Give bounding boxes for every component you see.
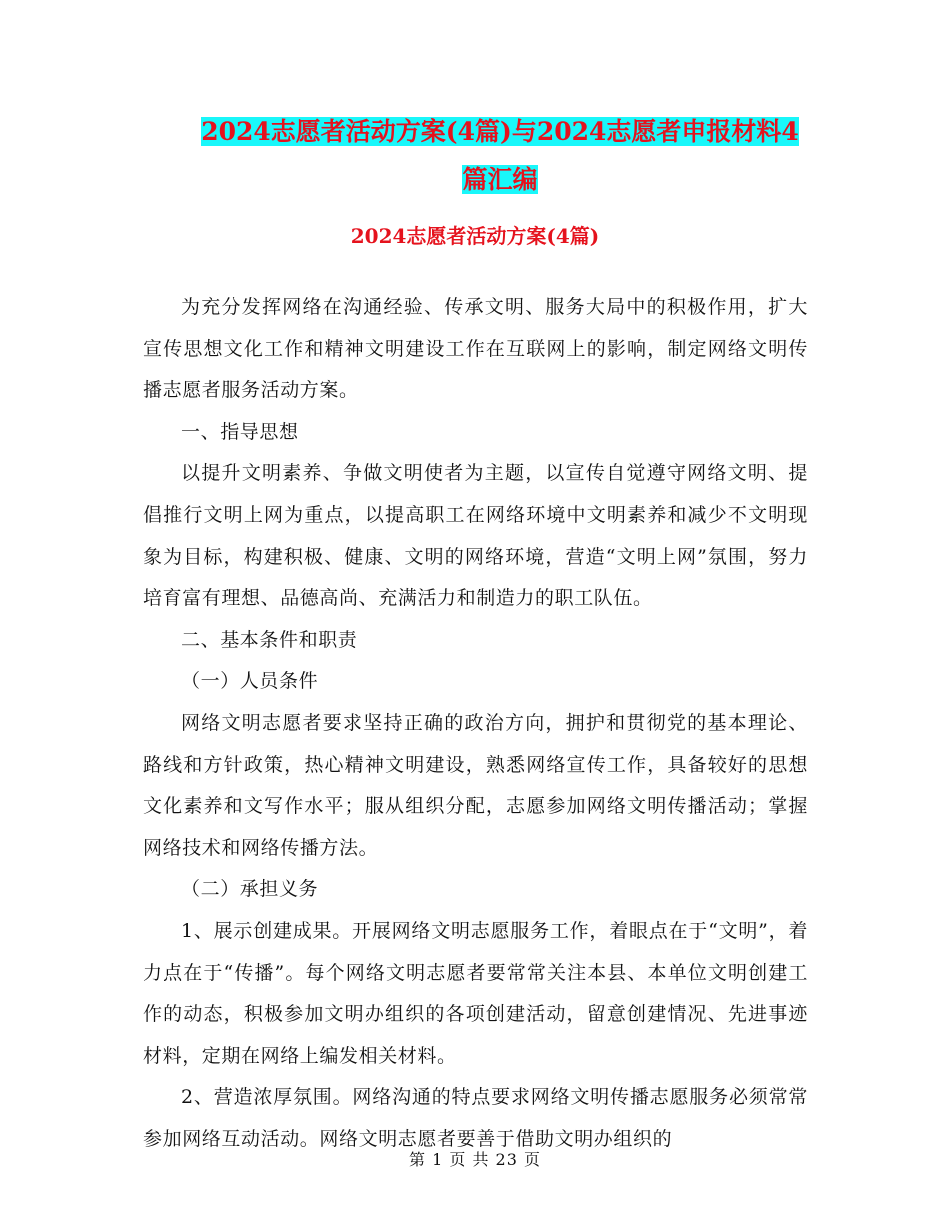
main-title-line1: 2024志愿者活动方案(4篇)与2024志愿者申报材料4 — [201, 117, 799, 146]
paragraph: 网络文明志愿者要求坚持正确的政治方向，拥护和贯彻党的基本理论、路线和方针政策，热心精神文明建设，熟悉网络宣传工作，具备较好的思想文化素养和文写作水平；服从组织分配，志愿参加网络文明传播活动；掌握网络技术和网络传播方法。 — [143, 711, 808, 859]
paragraph: 为充分发挥网络在沟通经验、传承文明、服务大局中的积极作用，扩大宣传思想文化工作和精神文明建设工作在互联网上的影响，制定网络文明传播志愿者服务活动方案。 — [143, 296, 808, 402]
paragraph: 以提升文明素养、争做文明使者为主题，以宣传自觉遵守网络文明、提倡推行文明上网为重点，以提高职工在网络环境中文明素养和减少不文明现象为目标，构建积极、健康、文明的网络环境，营造“文明上网”氛围，努力培育富有理想、品德高尚、充满活力和制造力的职工队伍。 — [143, 462, 808, 610]
heading-guiding-ideology: 一、指导思想 — [181, 420, 299, 443]
subheading-personnel-conditions: （一）人员条件 — [181, 670, 319, 693]
heading-basic-conditions: 二、基本条件和职责 — [181, 628, 358, 651]
page-footer: 第 1 页 共 23 页 — [409, 1150, 541, 1169]
main-title-line2: 篇汇编 — [462, 165, 538, 194]
subheading-obligations: （二）承担义务 — [181, 878, 319, 901]
section-title: 2024志愿者活动方案(4篇) — [350, 224, 600, 248]
paragraph: 1、展示创建成果。开展网络文明志愿服务工作，着眼点在于“文明”，着力点在于“传播”。每个网络文明志愿者要常常关注本县、本单位文明创建工作的动态，积极参加文明办组织的各项创建活动，留意创建情况、先进事迹材料，定期在网络上编发相关材料。 — [143, 919, 808, 1067]
paragraph: 2、营造浓厚氛围。网络沟通的特点要求网络文明传播志愿服务必须常常参加网络互动活动。网络文明志愿者要善于借助文明办组织的 — [143, 1086, 808, 1150]
document-body — [143, 287, 808, 1160]
main-title — [130, 108, 870, 204]
